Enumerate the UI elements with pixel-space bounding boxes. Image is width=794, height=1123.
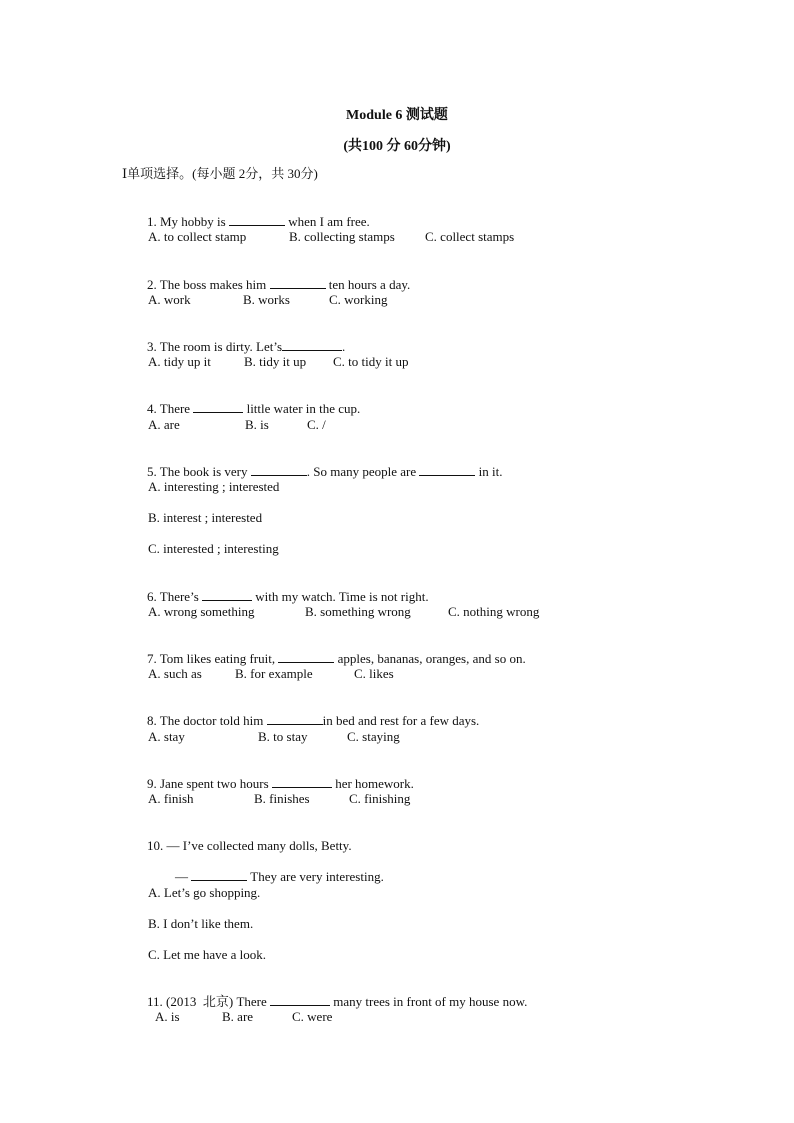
option-5a: A. interesting ; interested <box>148 479 280 494</box>
question-text: The room is dirty. Let’s <box>159 339 283 354</box>
question-number: 6. <box>147 589 157 604</box>
question-text: many trees in front of my house now. <box>330 994 528 1009</box>
option-5b: B. interest ; interested <box>148 510 263 525</box>
answer-blank <box>202 589 252 601</box>
option-11a: A. is <box>155 1009 180 1024</box>
answer-blank <box>193 401 243 413</box>
option-3b: B. tidy it up <box>244 354 307 369</box>
option-1b: B. collecting stamps <box>289 229 395 244</box>
option-2c: C. working <box>329 292 388 307</box>
option-5c: C. interested ; interesting <box>148 541 279 556</box>
answer-blank <box>272 776 332 788</box>
option-3a: A. tidy up it <box>148 354 211 369</box>
question-number: 5. <box>147 464 157 479</box>
answer-blank <box>270 994 330 1006</box>
reply-dash: — <box>175 869 192 884</box>
option-1a: A. to collect stamp <box>148 229 247 244</box>
question-text: There’s <box>159 589 202 604</box>
answer-blank <box>278 651 334 663</box>
question-number: 4. <box>147 401 157 416</box>
question-number: 2. <box>147 277 157 292</box>
option-7a: A. such as <box>148 666 202 681</box>
question-number: 10. <box>147 838 164 853</box>
question-text: (2013 北京) There <box>166 994 270 1009</box>
option-2b: B. works <box>243 292 290 307</box>
page-title: Module 6 测试题 <box>346 108 448 123</box>
question-text: My hobby is <box>160 214 229 229</box>
question-text: There <box>159 401 194 416</box>
answer-blank <box>191 869 247 881</box>
answer-blank <box>251 464 307 476</box>
question-text: . So many people are <box>306 464 420 479</box>
question-text: . <box>342 339 346 354</box>
question-text: apples, bananas, oranges, and so on. <box>334 651 526 666</box>
option-10a: A. Let’s go shopping. <box>148 885 261 900</box>
question-text: her homework. <box>331 776 414 791</box>
answer-blank <box>282 339 342 351</box>
option-8a: A. stay <box>148 729 185 744</box>
option-6b: B. something wrong <box>305 604 411 619</box>
option-6a: A. wrong something <box>148 604 255 619</box>
option-9b: B. finishes <box>254 791 310 806</box>
question-text: in bed and rest for a few days. <box>322 713 480 728</box>
question-text: — I’ve collected many dolls, Betty. <box>166 838 352 853</box>
option-8b: B. to stay <box>258 729 308 744</box>
question-number: 11. <box>147 994 163 1009</box>
question-number: 7. <box>147 651 157 666</box>
question-text: little water in the cup. <box>243 401 361 416</box>
question-number: 1. <box>147 214 157 229</box>
answer-blank <box>419 464 475 476</box>
option-9c: C. finishing <box>349 791 411 806</box>
option-7c: C. likes <box>354 666 394 681</box>
section-heading: Ⅰ单项选择。(每小题 2分，共 30分) <box>122 166 318 181</box>
option-8c: C. staying <box>347 729 400 744</box>
option-10c: C. Let me have a look. <box>148 947 267 962</box>
option-9a: A. finish <box>148 791 194 806</box>
question-text: when I am free. <box>284 214 370 229</box>
option-7b: B. for example <box>235 666 313 681</box>
option-11c: C. were <box>292 1009 333 1024</box>
page-subtitle: (共100 分 60分钟) <box>343 139 451 154</box>
question-text: Tom likes eating fruit, <box>159 651 279 666</box>
option-11b: B. are <box>222 1009 254 1024</box>
option-1c: C. collect stamps <box>425 229 515 244</box>
question-text: The boss makes him <box>159 277 270 292</box>
answer-blank <box>229 214 285 226</box>
question-text: in it. <box>475 464 503 479</box>
option-6c: C. nothing wrong <box>448 604 540 619</box>
answer-blank <box>267 713 323 725</box>
question-text: The book is very <box>159 464 251 479</box>
question-number: 9. <box>147 776 157 791</box>
question-number: 3. <box>147 339 157 354</box>
answer-blank <box>270 277 326 289</box>
reply-text: They are very interesting. <box>247 869 384 884</box>
question-text: Jane spent two hours <box>160 776 272 791</box>
question-number: 8. <box>147 713 157 728</box>
question-text: with my watch. Time is not right. <box>252 589 429 604</box>
option-2a: A. work <box>148 292 191 307</box>
option-4b: B. is <box>245 417 269 432</box>
option-4c: C. / <box>307 417 326 432</box>
option-10b: B. I don’t like them. <box>148 916 254 931</box>
question-text: ten hours a day. <box>325 277 411 292</box>
option-4a: A. are <box>148 417 180 432</box>
option-3c: C. to tidy it up <box>333 354 409 369</box>
question-text: The doctor told him <box>159 713 267 728</box>
